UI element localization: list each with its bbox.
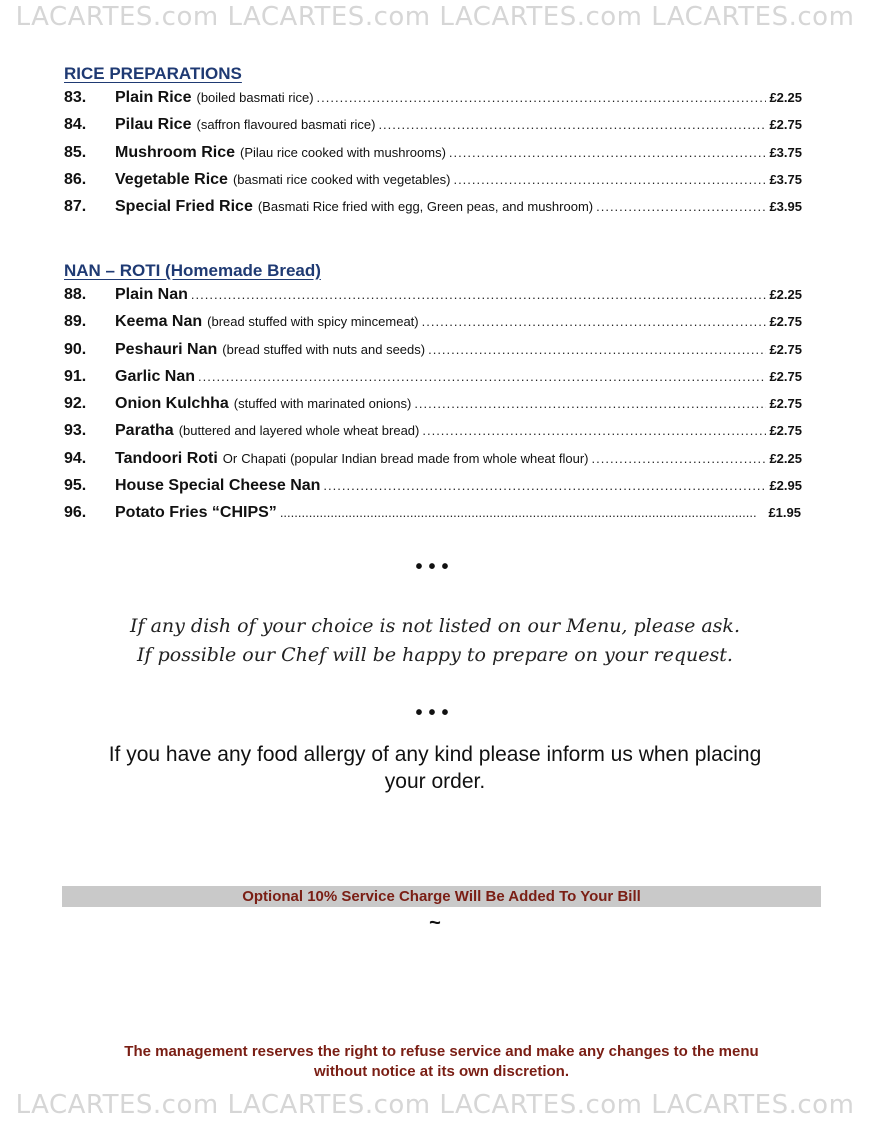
menu-item (64, 116, 802, 143)
menu-item (64, 395, 802, 422)
dot-leader (592, 451, 767, 466)
management-note-line1: The management reserves the right to refuse service and make any changes to the menu (124, 1043, 759, 1060)
item-number: 94. (64, 449, 87, 467)
watermark-top: LACARTES.com LACARTES.com LACARTES.com LACARTES.com (15, 2, 855, 32)
item-name: Pilau Rice (115, 116, 192, 134)
allergy-notice-line2: your order. (384, 770, 486, 793)
menu-item (64, 368, 802, 395)
item-description: (Basmati Rice fried with egg, Green peas, and mushroom) (257, 199, 594, 215)
menu-item (64, 477, 802, 504)
item-price: £2.75 (769, 117, 802, 133)
item-price: £2.75 (769, 423, 802, 439)
item-number: 84. (64, 116, 87, 134)
service-charge-banner: Optional 10% Service Charge Will Be Added To Your Bill (62, 886, 821, 907)
item-price: £2.95 (769, 478, 802, 494)
item-number: 83. (64, 89, 87, 106)
item-price: £2.75 (769, 396, 802, 412)
item-description: (Pilau rice cooked with mushrooms) (240, 144, 446, 160)
item-description: (bread stuffed with spicy mincemeat) (207, 314, 419, 330)
item-price: £1.95 (768, 505, 801, 521)
dot-leader (428, 342, 766, 357)
dot-leader (323, 478, 766, 493)
dot-leader (414, 396, 766, 411)
item-name: Peshauri Nan (115, 340, 218, 358)
item-price: £2.75 (769, 341, 802, 357)
menu-item (64, 89, 802, 116)
item-description: (buttered and layered whole wheat bread) (178, 423, 420, 439)
item-description: (saffron flavoured basmati rice) (196, 117, 376, 133)
item-number: 88. (64, 286, 87, 303)
dot-leader (453, 172, 766, 187)
item-alt-name: Chapati (241, 450, 287, 466)
nan-list (64, 286, 802, 532)
item-price: £3.75 (769, 171, 802, 187)
dot-leader (191, 287, 767, 302)
management-note (0, 1042, 870, 1082)
item-name: Potato Fries “CHIPS” (115, 504, 277, 522)
item-price: £2.25 (769, 287, 802, 302)
item-name: Tandoori Roti (115, 449, 218, 467)
item-name: Plain Rice (115, 89, 192, 106)
item-name: Onion Kulchha (115, 395, 229, 413)
item-number: 87. (64, 198, 87, 216)
item-number: 95. (64, 477, 87, 495)
item-description: (boiled basmati rice) (196, 90, 314, 105)
dot-leader (422, 314, 767, 329)
item-name: Mushroom Rice (115, 143, 236, 161)
item-number: 89. (64, 313, 87, 331)
rice-list (64, 89, 802, 225)
item-name: Plain Nan (115, 286, 188, 303)
dot-leader (449, 145, 767, 160)
chef-note-line2: If possible our Chef will be happy to prepare on your request. (137, 644, 733, 666)
menu-item (64, 450, 802, 477)
item-price: £3.75 (769, 144, 802, 160)
menu-item (64, 504, 801, 531)
item-number: 90. (64, 340, 87, 358)
item-number: 85. (64, 143, 87, 161)
item-description-prefix: Or (222, 450, 238, 466)
item-price: £2.75 (769, 314, 802, 330)
watermark-bottom: LACARTES.com LACARTES.com LACARTES.com LACARTES.com (15, 1090, 855, 1120)
item-name: Special Fried Rice (115, 198, 253, 216)
dot-leader (596, 199, 766, 214)
item-price: £3.95 (769, 199, 802, 215)
allergy-notice-line1: If you have any food allergy of any kind please inform us when placing (108, 743, 762, 766)
dot-leader (378, 117, 766, 132)
item-name: Paratha (115, 422, 174, 440)
item-number: 96. (64, 504, 87, 522)
item-description: (stuffed with marinated onions) (233, 396, 412, 412)
dot-leader (198, 369, 766, 384)
separator-dots: ••• (415, 702, 455, 724)
dot-leader (280, 505, 758, 520)
item-price: £2.25 (769, 450, 802, 466)
item-price: £2.25 (769, 90, 802, 105)
item-number: 92. (64, 395, 87, 413)
dot-leader (422, 423, 766, 438)
item-name: Vegetable Rice (115, 170, 228, 188)
item-number: 86. (64, 170, 87, 188)
menu-item (64, 341, 802, 368)
item-description: (basmati rice cooked with vegetables) (232, 171, 451, 187)
management-note-line2: without notice at its own discretion. (313, 1063, 569, 1080)
menu-item (64, 171, 802, 198)
dot-leader (317, 90, 767, 105)
item-name: House Special Cheese Nan (115, 477, 321, 495)
item-description: (bread stuffed with nuts and seeds) (222, 341, 426, 357)
menu-item (64, 286, 802, 313)
chef-note-line1: If any dish of your choice is not listed on our Menu, please ask. (130, 615, 740, 637)
item-number: 93. (64, 422, 87, 440)
item-description: (popular Indian bread made from whole wheat flour) (290, 450, 589, 466)
rice-section-title: RICE PREPARATIONS (64, 64, 242, 83)
item-name: Keema Nan (115, 313, 203, 331)
item-price: £2.75 (769, 368, 802, 384)
item-number: 91. (64, 367, 87, 385)
separator-dots: ••• (415, 556, 455, 578)
nan-section-title: NAN – ROTI (Homemade Bread) (64, 261, 321, 280)
item-name: Garlic Nan (115, 367, 196, 385)
menu-item (64, 313, 802, 340)
menu-item (64, 144, 802, 171)
tilde-ornament: ~ (429, 912, 441, 934)
menu-item (64, 198, 802, 225)
menu-item (64, 422, 802, 449)
